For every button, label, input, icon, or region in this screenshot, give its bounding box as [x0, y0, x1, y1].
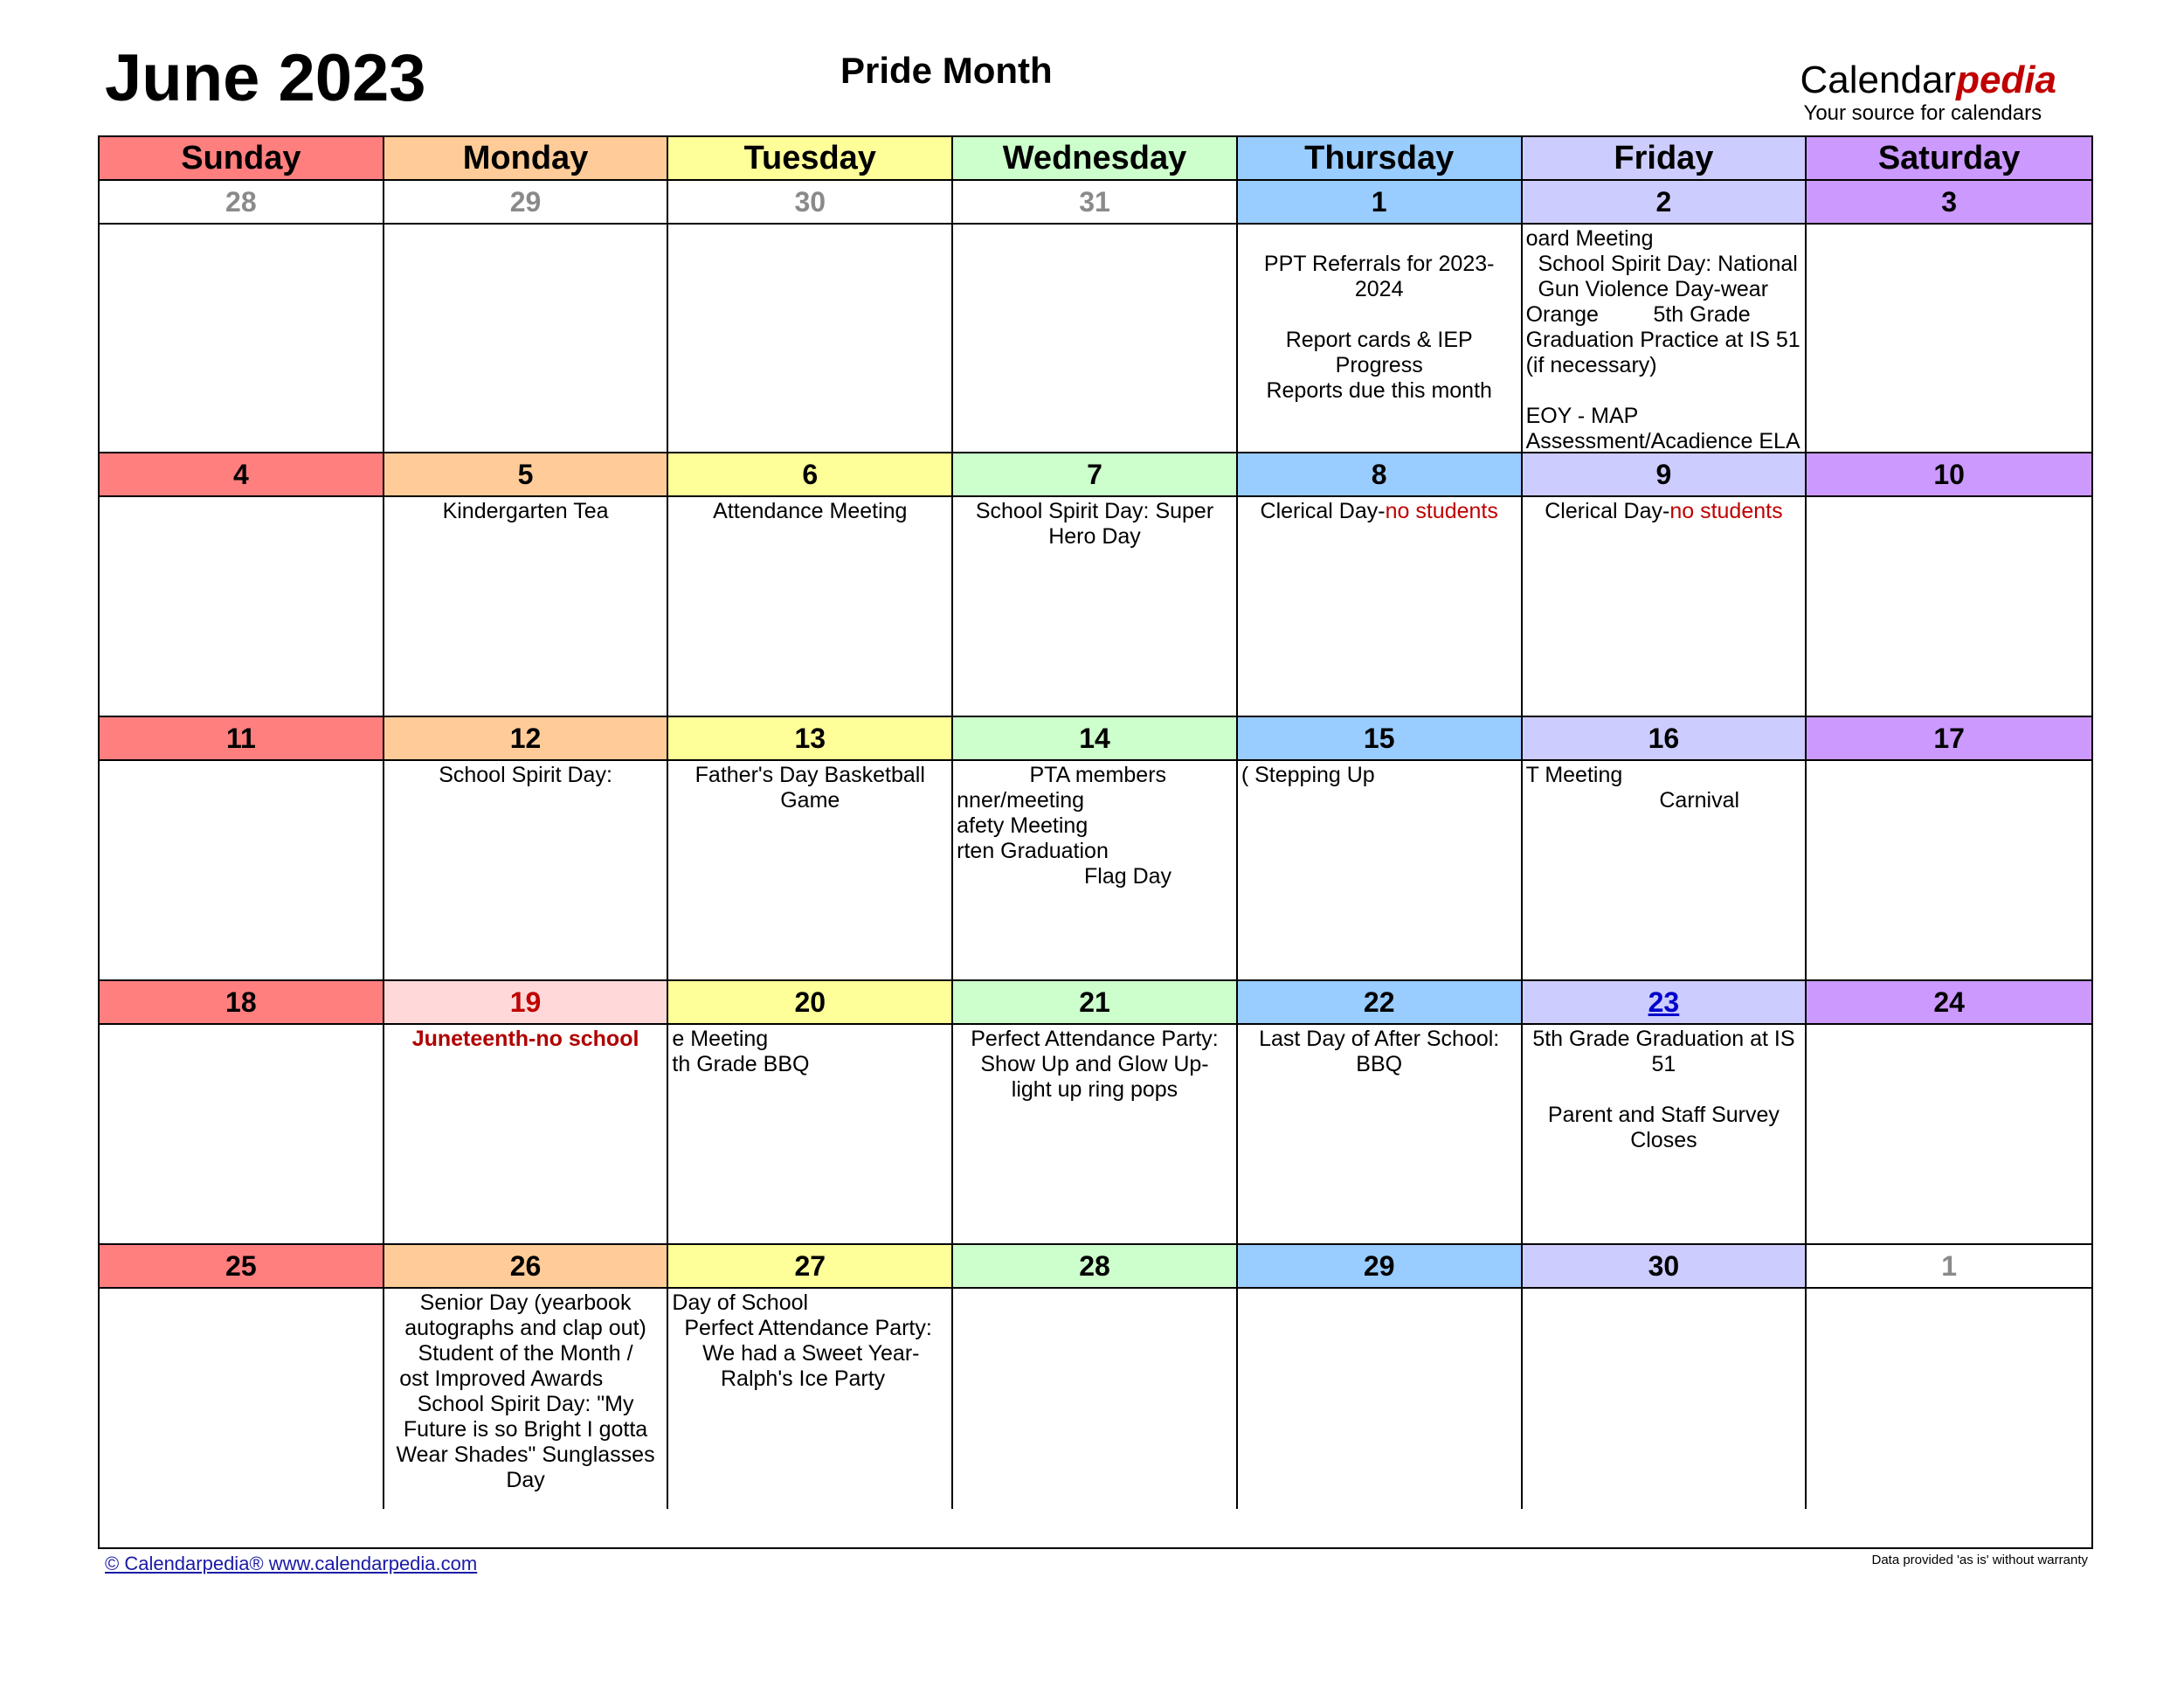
event-label: Senior Day (yearbook autographs and clap out) Student of the Month / ost Improved Awards School Spirit Day: "My Future is so Bright I gotta Wear Shades" Sunglasses Day — [396, 1290, 655, 1492]
event-highlight: no students — [1669, 499, 1783, 523]
event-text — [1238, 225, 1521, 404]
day-cell[interactable] — [100, 225, 384, 453]
day-number: 19 — [384, 981, 669, 1025]
day-number: 20 — [668, 981, 953, 1025]
event-label: Father's Day Basketball Game — [695, 763, 925, 813]
day-cell[interactable] — [1523, 1025, 1807, 1245]
day-number: 16 — [1523, 717, 1807, 761]
event-label: Perfect Attendance Party: Show Up and Glow Up- light up ring pops — [971, 1027, 1219, 1102]
day-cell[interactable] — [1238, 225, 1523, 453]
event-label: Day of School Perfect Attendance Party: We had a Sweet Year- Ralph's Ice Party — [672, 1290, 932, 1391]
event-text — [384, 1289, 667, 1493]
day-cell[interactable] — [1238, 761, 1523, 981]
event-text — [384, 497, 667, 524]
day-cell[interactable] — [668, 225, 953, 453]
event-text — [1238, 761, 1521, 788]
day-number: 7 — [953, 453, 1238, 497]
day-number: 17 — [1807, 717, 2091, 761]
event-text — [668, 761, 951, 813]
day-cell[interactable] — [1523, 225, 1807, 453]
day-number: 2 — [1523, 181, 1807, 225]
footer-disclaimer: Data provided 'as is' without warranty — [1871, 1553, 2088, 1567]
event-label: Juneteenth-no school — [411, 1027, 639, 1051]
event-label: School Spirit Day: — [439, 763, 612, 787]
footer-copyright-link[interactable]: © Calendarpedia® www.calendarpedia.com — [105, 1553, 478, 1574]
day-number: 9 — [1523, 453, 1807, 497]
day-number: 1 — [1238, 181, 1523, 225]
day-number: 12 — [384, 717, 669, 761]
day-number: 10 — [1807, 453, 2091, 497]
day-number: 13 — [668, 717, 953, 761]
event-text — [668, 1025, 951, 1077]
weekday-header-tuesday: Tuesday — [668, 137, 953, 181]
day-cell[interactable] — [953, 1289, 1238, 1509]
day-cell[interactable] — [668, 497, 953, 717]
day-cell[interactable] — [953, 497, 1238, 717]
day-cell[interactable] — [953, 761, 1238, 981]
weekday-header-friday: Friday — [1523, 137, 1807, 181]
day-number: 26 — [384, 1245, 669, 1289]
day-cell[interactable] — [384, 225, 669, 453]
event-text — [1238, 497, 1521, 524]
event-text — [953, 497, 1236, 550]
event-label: oard Meeting School Spirit Day: National Gun Violence Day-wear Orange 5th Grade Graduation Practice at IS 51 (if necessary) EOY - MAP Assessment/Acadience ELA — [1525, 226, 1800, 453]
day-number: 21 — [953, 981, 1238, 1025]
day-cell[interactable] — [1807, 1289, 2091, 1509]
page-title: June 2023 — [105, 41, 426, 115]
day-number: 31 — [953, 181, 1238, 225]
day-number: 30 — [668, 181, 953, 225]
brand-logo[interactable] — [1800, 61, 2056, 126]
day-cell[interactable] — [1238, 1289, 1523, 1509]
event-label: Clerical Day- — [1545, 499, 1670, 523]
day-cell[interactable] — [668, 1289, 953, 1509]
day-number: 29 — [384, 181, 669, 225]
day-cell[interactable] — [1238, 497, 1523, 717]
brand-name: Calendarpedia — [1800, 59, 2056, 101]
day-cell[interactable] — [100, 1289, 384, 1509]
event-label: T Meeting Carnival — [1525, 763, 1740, 813]
weekday-header-saturday: Saturday — [1807, 137, 2091, 181]
day-cell[interactable] — [953, 1025, 1238, 1245]
event-label: ( Stepping Up — [1241, 763, 1375, 787]
event-label: Last Day of After School: BBQ — [1259, 1027, 1500, 1076]
event-label: PTA members nner/meeting afety Meeting rten Graduation Flag Day — [957, 763, 1172, 889]
day-number: 24 — [1807, 981, 2091, 1025]
event-label: Kindergarten Tea — [442, 499, 609, 523]
day-cell[interactable] — [384, 497, 669, 717]
event-text — [668, 497, 951, 524]
weekday-header-sunday: Sunday — [100, 137, 384, 181]
event-text — [1523, 225, 1806, 480]
day-number: 28 — [953, 1245, 1238, 1289]
event-label: Clerical Day- — [1260, 499, 1386, 523]
day-number[interactable]: 23 — [1523, 981, 1807, 1025]
event-label: e Meeting th Grade BBQ — [672, 1027, 810, 1076]
day-cell[interactable] — [100, 761, 384, 981]
day-cell[interactable] — [1238, 1025, 1523, 1245]
day-number: 28 — [100, 181, 384, 225]
event-text — [1523, 497, 1806, 524]
weekday-header-monday: Monday — [384, 137, 669, 181]
day-number: 3 — [1807, 181, 2091, 225]
event-label: Attendance Meeting — [713, 499, 908, 523]
day-number: 27 — [668, 1245, 953, 1289]
event-text — [1238, 1025, 1521, 1077]
day-number: 6 — [668, 453, 953, 497]
day-number: 22 — [1238, 981, 1523, 1025]
day-number: 1 — [1807, 1245, 2091, 1289]
day-cell[interactable] — [384, 1025, 669, 1245]
day-cell[interactable] — [1807, 761, 2091, 981]
day-cell[interactable] — [668, 1025, 953, 1245]
day-cell[interactable] — [1807, 497, 2091, 717]
day-number: 29 — [1238, 1245, 1523, 1289]
day-cell[interactable] — [100, 497, 384, 717]
event-text — [384, 761, 667, 788]
day-number: 4 — [100, 453, 384, 497]
day-cell[interactable] — [1807, 1025, 2091, 1245]
day-number: 30 — [1523, 1245, 1807, 1289]
day-cell[interactable] — [1807, 225, 2091, 453]
day-number: 15 — [1238, 717, 1523, 761]
event-label: School Spirit Day: Super Hero Day — [975, 499, 1214, 549]
event-text — [953, 1025, 1236, 1103]
day-cell[interactable] — [384, 1289, 669, 1509]
event-text — [953, 761, 1236, 889]
day-cell[interactable] — [100, 1025, 384, 1245]
day-cell[interactable] — [384, 761, 669, 981]
day-number: 5 — [384, 453, 669, 497]
day-cell[interactable] — [668, 761, 953, 981]
day-number: 14 — [953, 717, 1238, 761]
weekday-header-wednesday: Wednesday — [953, 137, 1238, 181]
day-number: 18 — [100, 981, 384, 1025]
event-label: PPT Referrals for 2023-2024 Report cards & IEP Progress Reports due this month — [1263, 252, 1495, 403]
day-cell[interactable] — [1523, 761, 1807, 981]
day-number: 25 — [100, 1245, 384, 1289]
calendar-grid — [98, 135, 2093, 1549]
day-number: 11 — [100, 717, 384, 761]
event-highlight: no students — [1385, 499, 1498, 523]
event-text — [668, 1289, 951, 1392]
event-label: 5th Grade Graduation at IS 51 Parent and Staff Survey Closes — [1532, 1027, 1795, 1152]
day-number: 8 — [1238, 453, 1523, 497]
day-cell[interactable] — [1523, 1289, 1807, 1509]
brand-tagline: Your source for calendars — [1803, 101, 2042, 125]
day-cell[interactable] — [953, 225, 1238, 453]
event-text — [384, 1025, 667, 1052]
month-theme: Pride Month — [840, 50, 1053, 91]
event-text — [1523, 761, 1806, 813]
weekday-header-thursday: Thursday — [1238, 137, 1523, 181]
day-cell[interactable] — [1523, 497, 1807, 717]
event-text — [1523, 1025, 1806, 1153]
